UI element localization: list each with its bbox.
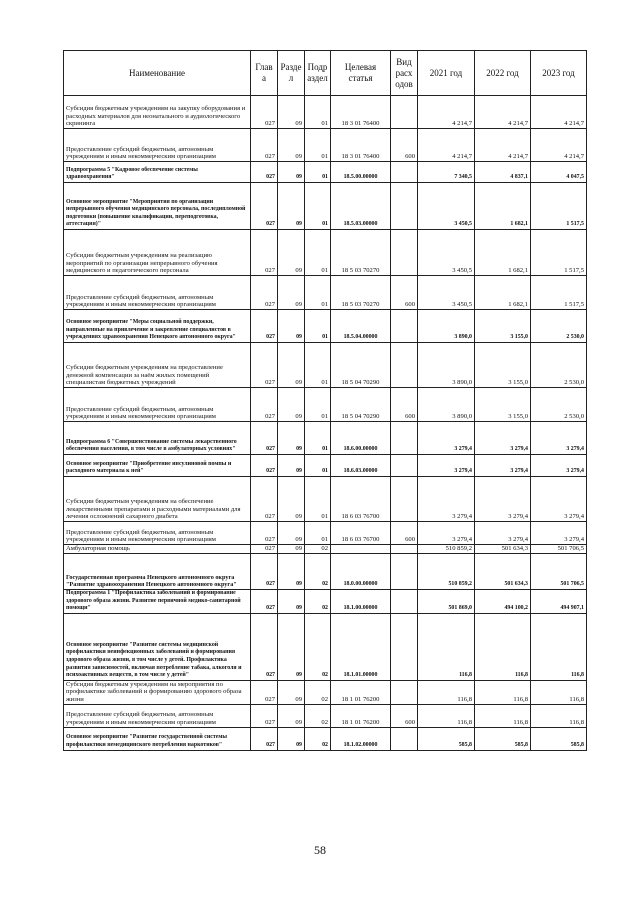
cell-y2021: 116,8	[418, 704, 475, 727]
cell-podrazdel: 01	[305, 388, 331, 422]
cell-vid	[391, 183, 418, 230]
cell-y2022: 3 155,0	[475, 388, 531, 422]
cell-podrazdel: 02	[305, 680, 331, 704]
cell-y2022: 116,8	[475, 613, 531, 680]
table-row	[64, 613, 587, 680]
cell-y2022: 3 279,4	[475, 455, 531, 477]
cell-y2022: 4 214,7	[475, 129, 531, 162]
cell-y2023: 501 706,5	[531, 545, 587, 554]
header-row	[64, 51, 587, 96]
cell-glava: 027	[251, 727, 278, 750]
cell-y2021: 3 890,0	[418, 310, 475, 343]
cell-y2021: 3 279,4	[418, 422, 475, 455]
cell-statya: 18.0.00.00000	[331, 554, 391, 590]
cell-glava: 027	[251, 680, 278, 704]
cell-y2023: 116,8	[531, 613, 587, 680]
cell-statya: 18 5 04 70290	[331, 388, 391, 422]
cell-y2021: 4 214,7	[418, 96, 475, 129]
cell-razdel: 09	[278, 343, 305, 388]
cell-podrazdel: 01	[305, 522, 331, 545]
cell-y2021: 3 890,0	[418, 343, 475, 388]
cell-vid: 600	[391, 276, 418, 310]
table-row	[64, 522, 587, 545]
cell-vid	[391, 680, 418, 704]
table-row	[64, 310, 587, 343]
cell-y2023: 1 517,5	[531, 230, 587, 276]
cell-glava: 027	[251, 613, 278, 680]
cell-glava: 027	[251, 455, 278, 477]
cell-vid	[391, 613, 418, 680]
cell-statya: 18.6.00.00000	[331, 422, 391, 455]
cell-name: Субсидии бюджетным учреждениям на обеспечение лекарственными препаратами и расходными материалами для лечения осложнений сахарного диабета	[64, 477, 251, 522]
cell-y2021: 3 450,5	[418, 276, 475, 310]
cell-y2023: 4 214,7	[531, 129, 587, 162]
cell-y2021: 3 450,5	[418, 183, 475, 230]
cell-vid	[391, 343, 418, 388]
header-glava: Глав а	[251, 51, 278, 96]
table-row	[64, 96, 587, 129]
cell-name: Предоставление субсидий бюджетным, автономным учреждениям и иным некоммерческим организациям	[64, 522, 251, 545]
cell-razdel: 09	[278, 422, 305, 455]
budget-table	[63, 50, 587, 751]
cell-podrazdel: 01	[305, 230, 331, 276]
cell-glava: 027	[251, 388, 278, 422]
cell-razdel: 09	[278, 554, 305, 590]
cell-vid	[391, 554, 418, 590]
cell-y2022: 501 634,3	[475, 554, 531, 590]
cell-glava: 027	[251, 230, 278, 276]
cell-statya: 18 3 01 76400	[331, 129, 391, 162]
cell-y2022: 3 279,4	[475, 477, 531, 522]
cell-vid	[391, 590, 418, 614]
cell-y2023: 501 706,5	[531, 554, 587, 590]
cell-y2022: 3 279,4	[475, 522, 531, 545]
cell-razdel: 09	[278, 590, 305, 614]
cell-y2021: 510 859,2	[418, 554, 475, 590]
cell-podrazdel: 01	[305, 477, 331, 522]
cell-statya: 18.5.04.00000	[331, 310, 391, 343]
cell-podrazdel: 01	[305, 162, 331, 183]
table-row	[64, 704, 587, 727]
cell-statya: 18.1.00.00000	[331, 590, 391, 614]
cell-vid	[391, 477, 418, 522]
cell-name: Государственная программа Ненецкого автономного округа "Развитие здравоохранения Ненецкого автономного округа"	[64, 554, 251, 590]
table-body	[64, 96, 587, 751]
budget-table-container	[63, 50, 586, 751]
cell-podrazdel: 01	[305, 96, 331, 129]
cell-vid	[391, 727, 418, 750]
cell-podrazdel: 02	[305, 554, 331, 590]
cell-y2023: 494 907,1	[531, 590, 587, 614]
cell-podrazdel: 02	[305, 704, 331, 727]
cell-podrazdel: 01	[305, 183, 331, 230]
cell-razdel: 09	[278, 522, 305, 545]
cell-y2023: 2 530,0	[531, 310, 587, 343]
cell-name: Амбулаторная помощь	[64, 545, 251, 554]
cell-y2023: 4 047,5	[531, 162, 587, 183]
table-row	[64, 422, 587, 455]
header-razdel: Разде л	[278, 51, 305, 96]
cell-razdel: 09	[278, 162, 305, 183]
cell-y2023: 3 279,4	[531, 522, 587, 545]
cell-podrazdel: 01	[305, 310, 331, 343]
cell-vid	[391, 96, 418, 129]
cell-name: Основное мероприятие "Мероприятия по организации непрерывного обучения медицинского персонала, последипломной подготовки (повышение квалификации, переподготовка, аттестация)"	[64, 183, 251, 230]
cell-y2021: 116,8	[418, 613, 475, 680]
cell-y2022: 3 155,0	[475, 343, 531, 388]
cell-name: Основное мероприятие "Развитие государственной системы профилактики немедицинского потребления наркотиков"	[64, 727, 251, 750]
cell-y2021: 510 859,2	[418, 545, 475, 554]
cell-glava: 027	[251, 422, 278, 455]
cell-podrazdel: 02	[305, 545, 331, 554]
cell-glava: 027	[251, 545, 278, 554]
cell-y2021: 3 450,5	[418, 230, 475, 276]
table-row	[64, 545, 587, 554]
cell-podrazdel: 02	[305, 727, 331, 750]
cell-y2021: 7 340,5	[418, 162, 475, 183]
cell-y2021: 3 279,4	[418, 477, 475, 522]
cell-vid	[391, 455, 418, 477]
cell-name: Предоставление субсидий бюджетным, автономным учреждениям и иным некоммерческим организациям	[64, 276, 251, 310]
cell-name: Субсидии бюджетным учреждениям на предоставление денежной компенсации за наём жилых помещений специалистам бюджетных учреждений	[64, 343, 251, 388]
cell-y2023: 2 530,0	[531, 343, 587, 388]
cell-vid	[391, 230, 418, 276]
table-row	[64, 162, 587, 183]
cell-name: Предоставление субсидий бюджетным, автономным учреждениям и иным некоммерческим организациям	[64, 129, 251, 162]
cell-glava: 027	[251, 343, 278, 388]
cell-y2022: 1 682,1	[475, 183, 531, 230]
header-2021: 2021 год	[418, 51, 475, 96]
cell-razdel: 09	[278, 388, 305, 422]
table-row	[64, 590, 587, 614]
table-row	[64, 680, 587, 704]
cell-statya	[331, 545, 391, 554]
cell-razdel: 09	[278, 276, 305, 310]
header-2023: 2023 год	[531, 51, 587, 96]
header-name: Наименование	[64, 51, 251, 96]
cell-y2023: 116,8	[531, 680, 587, 704]
cell-razdel: 09	[278, 455, 305, 477]
cell-y2022: 116,8	[475, 704, 531, 727]
cell-razdel: 09	[278, 545, 305, 554]
cell-glava: 027	[251, 554, 278, 590]
cell-podrazdel: 02	[305, 590, 331, 614]
table-row	[64, 388, 587, 422]
cell-podrazdel: 01	[305, 129, 331, 162]
cell-name: Подпрограмма 6 "Совершенствование системы лекарственного обеспечения населения, в том числе в амбулаторных условиях"	[64, 422, 251, 455]
cell-statya: 18 1 01 76200	[331, 704, 391, 727]
cell-glava: 027	[251, 129, 278, 162]
cell-y2023: 4 214,7	[531, 96, 587, 129]
table-row	[64, 230, 587, 276]
cell-vid: 600	[391, 704, 418, 727]
cell-statya: 18 1 01 76200	[331, 680, 391, 704]
cell-y2022: 3 279,4	[475, 422, 531, 455]
cell-y2023: 116,8	[531, 704, 587, 727]
cell-y2021: 585,8	[418, 727, 475, 750]
cell-glava: 027	[251, 522, 278, 545]
table-row	[64, 276, 587, 310]
cell-y2022: 3 155,0	[475, 310, 531, 343]
cell-statya: 18.5.00.00000	[331, 162, 391, 183]
cell-y2021: 3 279,4	[418, 455, 475, 477]
cell-name: Основное мероприятие "Приобретение инсулиновой помпы и расходного материала к ней"	[64, 455, 251, 477]
cell-razdel: 09	[278, 727, 305, 750]
header-2022: 2022 год	[475, 51, 531, 96]
cell-razdel: 09	[278, 129, 305, 162]
cell-y2022: 4 214,7	[475, 96, 531, 129]
cell-razdel: 09	[278, 704, 305, 727]
cell-y2022: 4 837,1	[475, 162, 531, 183]
cell-statya: 18 5 04 70290	[331, 343, 391, 388]
cell-podrazdel: 01	[305, 276, 331, 310]
cell-statya: 18.1.02.00000	[331, 727, 391, 750]
cell-y2022: 116,8	[475, 680, 531, 704]
cell-razdel: 09	[278, 477, 305, 522]
table-row	[64, 727, 587, 750]
cell-glava: 027	[251, 183, 278, 230]
cell-y2022: 1 682,1	[475, 276, 531, 310]
page-number: 58	[314, 843, 326, 857]
cell-podrazdel: 01	[305, 343, 331, 388]
cell-y2022: 494 100,2	[475, 590, 531, 614]
cell-vid: 600	[391, 129, 418, 162]
table-row	[64, 129, 587, 162]
cell-y2022: 1 682,1	[475, 230, 531, 276]
cell-vid	[391, 422, 418, 455]
cell-statya: 18 5 03 70270	[331, 276, 391, 310]
cell-razdel: 09	[278, 680, 305, 704]
cell-statya: 18.1.01.00000	[331, 613, 391, 680]
cell-y2021: 116,8	[418, 680, 475, 704]
cell-vid: 600	[391, 522, 418, 545]
cell-name: Подпрограмма 1 "Профилактика заболеваний и формирование здорового образа жизни. Развитие первичной медико-санитарной помощи"	[64, 590, 251, 614]
cell-y2021: 4 214,7	[418, 129, 475, 162]
cell-y2021: 501 869,0	[418, 590, 475, 614]
cell-y2023: 585,8	[531, 727, 587, 750]
cell-vid	[391, 310, 418, 343]
cell-glava: 027	[251, 310, 278, 343]
cell-name: Подпрограмма 5 "Кадровое обеспечение системы здравоохранения"	[64, 162, 251, 183]
cell-glava: 027	[251, 96, 278, 129]
cell-y2023: 1 517,5	[531, 276, 587, 310]
cell-razdel: 09	[278, 310, 305, 343]
cell-y2022: 585,8	[475, 727, 531, 750]
cell-y2023: 2 530,0	[531, 388, 587, 422]
cell-glava: 027	[251, 477, 278, 522]
cell-statya: 18.6.03.00000	[331, 455, 391, 477]
cell-podrazdel: 01	[305, 422, 331, 455]
cell-statya: 18 5 03 70270	[331, 230, 391, 276]
cell-name: Субсидии бюджетным учреждениям на реализацию мероприятий по организации непрерывного обучения медицинского и педагогического персонала	[64, 230, 251, 276]
cell-razdel: 09	[278, 613, 305, 680]
cell-glava: 027	[251, 590, 278, 614]
header-podrazdel: Подр аздел	[305, 51, 331, 96]
cell-y2023: 3 279,4	[531, 477, 587, 522]
cell-name: Предоставление субсидий бюджетным, автономным учреждениям и иным некоммерческим организациям	[64, 388, 251, 422]
cell-razdel: 09	[278, 96, 305, 129]
cell-statya: 18 6 03 76700	[331, 477, 391, 522]
table-row	[64, 343, 587, 388]
cell-y2023: 3 279,4	[531, 422, 587, 455]
cell-glava: 027	[251, 276, 278, 310]
cell-statya: 18.5.03.00000	[331, 183, 391, 230]
cell-razdel: 09	[278, 183, 305, 230]
cell-glava: 027	[251, 704, 278, 727]
table-row	[64, 554, 587, 590]
cell-razdel: 09	[278, 230, 305, 276]
table-row	[64, 183, 587, 230]
cell-name: Предоставление субсидий бюджетным, автономным учреждениям и иным некоммерческим организациям	[64, 704, 251, 727]
cell-y2021: 3 890,0	[418, 388, 475, 422]
cell-vid: 600	[391, 388, 418, 422]
cell-y2023: 1 517,5	[531, 183, 587, 230]
cell-name: Основное мероприятие "Меры социальной поддержки, направленные на привлечение и закрепление специалистов в учреждениях здравоохранения Ненецкого автономного округа"	[64, 310, 251, 343]
cell-glava: 027	[251, 162, 278, 183]
cell-y2023: 3 279,4	[531, 455, 587, 477]
table-row	[64, 455, 587, 477]
cell-vid	[391, 545, 418, 554]
table-row	[64, 477, 587, 522]
cell-vid	[391, 162, 418, 183]
cell-name: Основное мероприятие "Развитие системы медицинской профилактики неинфекционных заболеваний и формирования здорового образа жизни, в том числе у детей. Профилактика развития зависимостей, включая потребление табака, алкоголя и психоактивных веществ, в том числе у детей"	[64, 613, 251, 680]
header-vid: Вид расх одов	[391, 51, 418, 96]
cell-statya: 18 3 01 76400	[331, 96, 391, 129]
cell-y2022: 501 634,3	[475, 545, 531, 554]
cell-podrazdel: 02	[305, 613, 331, 680]
header-statya: Целевая статья	[331, 51, 391, 96]
cell-y2021: 3 279,4	[418, 522, 475, 545]
cell-statya: 18 6 03 76700	[331, 522, 391, 545]
cell-name: Субсидия бюджетным учреждениям на мероприятия по профилактике заболеваний и формированию здорового образа жизни	[64, 680, 251, 704]
cell-name: Субсидия бюджетным учреждениям на закупку оборудования и расходных материалов для неонатального и аудиологического скрининга	[64, 96, 251, 129]
cell-podrazdel: 01	[305, 455, 331, 477]
